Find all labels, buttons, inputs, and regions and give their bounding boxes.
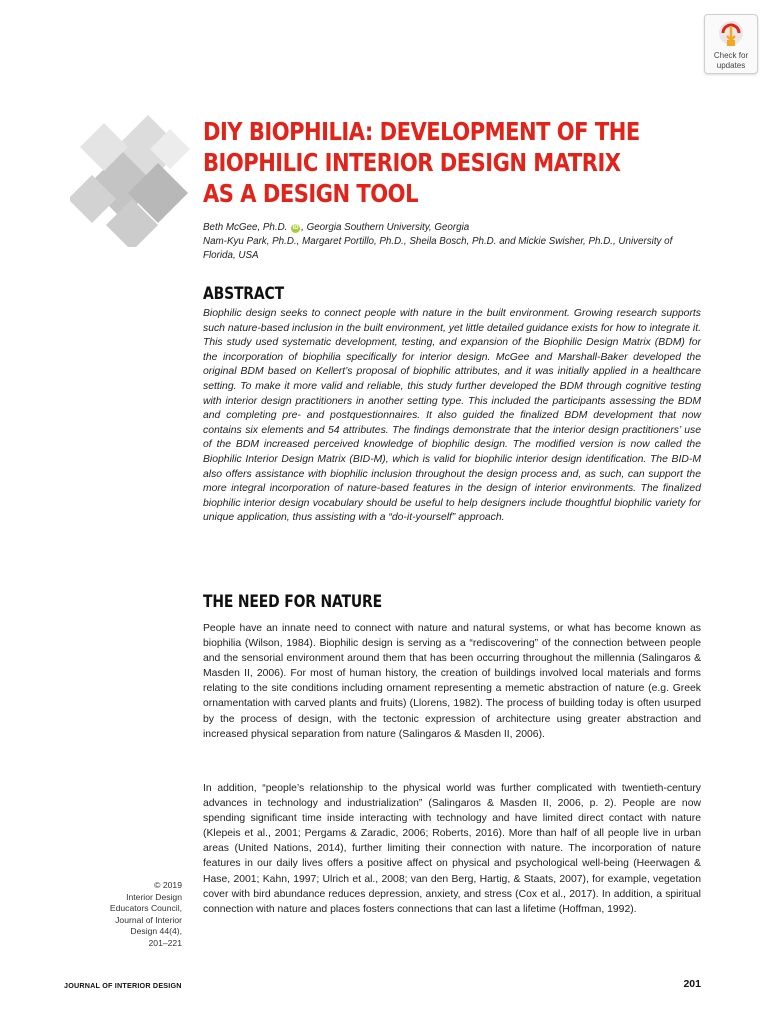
copyright-line: Design 44(4), <box>130 926 182 936</box>
check-for-updates-icon <box>718 20 744 50</box>
badge-line-1: Check for <box>713 51 749 60</box>
author-list <box>203 221 703 263</box>
body-paragraph-2: In addition, “people’s relationship to the physical world was further complicated with twentieth-century advances in technology and industrialization” (Salingaros & Masden II, 2006, p. 2). People are now spending significant time inside interacting with technology and have limited direct contact with nature (Klepeis et al., 2001; Pergams & Zaradic, 2006; Roberts, 2016). More than half of all people live in urban areas (United Nations, 2014), further limiting their connection with nature. The incorporation of nature features in our daily lives offers a positive affect on physical and psychological well-being (Heerwagen & Hase, 2001; Kahn, 1997; Ulrich et al., 2008; van den Berg, Hartig, & Staats, 2007), for example, vegetation cover with bird abundance reduces depression, anxiety, and stress (Cox et al., 2017). In addition, a spiritual connection with nature and places fosters connections that can last a lifetime (Hoffman, 1992). <box>203 783 701 915</box>
copyright-line: Journal of Interior <box>115 914 182 925</box>
copyright-line: © 2019 <box>154 880 182 890</box>
first-author-line <box>203 221 703 235</box>
journal-name-footer: JOURNAL OF INTERIOR DESIGN <box>64 981 182 990</box>
abstract-heading: ABSTRACT <box>203 284 284 304</box>
first-author-affiliation: , Georgia Southern University, Georgia <box>301 222 470 233</box>
first-author-name: Beth McGee, Ph.D. <box>203 222 288 233</box>
copyright-line: 201–221 <box>148 937 182 948</box>
badge-line-2: updates <box>716 61 746 70</box>
decorative-diamond-graphic <box>70 115 195 247</box>
page-number: 201 <box>683 978 701 990</box>
copyright-notice <box>90 880 182 949</box>
check-for-updates-badge[interactable] <box>704 14 758 74</box>
article-title: DIY BIOPHILIA: DEVELOPMENT OF THE BIOPHILIC INTERIOR DESIGN MATRIX AS A DESIGN TOOL <box>203 117 640 208</box>
abstract-text: Biophilic design seeks to connect people with nature in the built environment. Growing research supports such nature-based inclusion in the built environment, yet little detailed guidance exists for how to integrate it. This study used systematic development, testing, and expansion of the Biophilic Design Matrix (BDM) for the incorporation of biophilia specifically for interior design. McGee and Marshall-Baker developed the original BDM based on Kellert’s proposal of biophilic attributes, and it was initially applied in a healthcare setting. To make it more valid and reliable, this study further developed the BDM through cognitive testing with interior design practitioners in another setting type. This included the participants assessing the BDM and completing pre- and postquestionnaires. It also guided the finalized BDM development that now contains six elements and 54 attributes. The findings demonstrate that the interior design practitioners’ use of the BDM increased perceived knowledge of biophilic design. The modified version is now called the Biophilic Interior Design Matrix (BID-M), which is valid for biophilic interior design identification. The BID-M also offers assistance with biophilic inclusion throughout the design process and, as such, can support the more integral incorporation of nature-based features in the design of interior environments. The finalized biophilic interior design vocabulary should be useful to help designers include thoughtful biophilic variety for unique application, thus assisting with a “do-it-yourself” approach. <box>203 308 701 524</box>
section-heading: THE NEED FOR NATURE <box>203 592 382 612</box>
body-paragraph-1: People have an innate need to connect with nature and natural systems, or what has become known as biophilia (Wilson, 1984). Biophilic design is serving as a “rediscovering” of the connection between people and the sensorial environment around them that has been occurring throughout the millennia (Salingaros & Masden II, 2006). For most of human history, the creation of buildings involved local materials and forms relating to the site conditions including ornament representing a memetic abstraction of nature (e.g. Greek ornamentation with carved plants and fruits) (Llorens, 1982). The process of building today is often usurped by the process of design, with the tectonic expression of architecture using greater abstraction and increased physical separation from nature (Salingaros & Masden II, 2006). <box>203 623 701 740</box>
other-authors: Nam-Kyu Park, Ph.D., Margaret Portillo, Ph.D., Sheila Bosch, Ph.D. and Mickie Swisher, Ph.D., University of Florida, USA <box>203 236 673 261</box>
orcid-icon[interactable]: iD <box>292 225 299 231</box>
copyright-line: Interior Design <box>126 891 182 902</box>
copyright-line: Educators Council, <box>109 903 182 913</box>
